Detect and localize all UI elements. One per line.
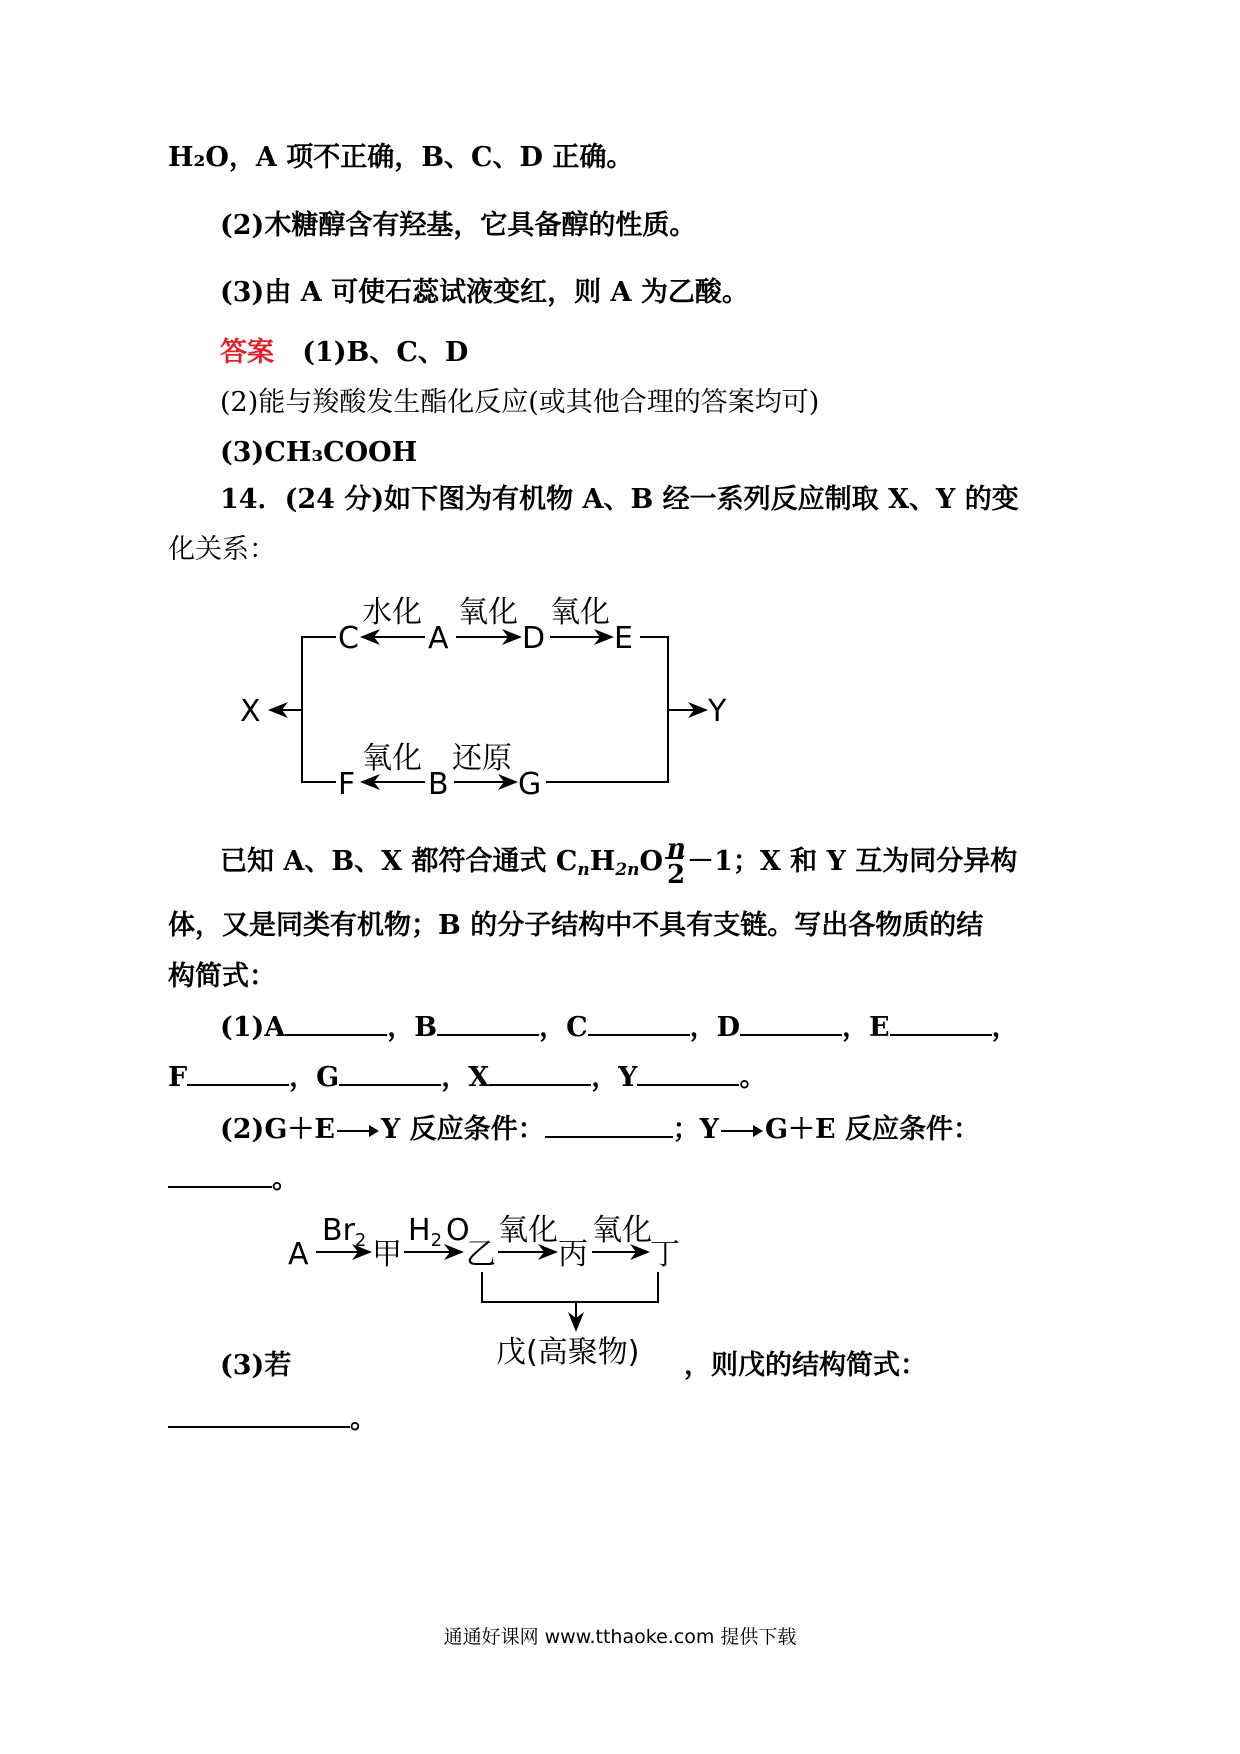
- d2-node-ding: 丁: [650, 1237, 680, 1272]
- blank-a[interactable]: [285, 1008, 387, 1036]
- fraction-n-over-2: [663, 833, 687, 890]
- d2-node-a: A: [288, 1237, 309, 1272]
- label-a: (1)A: [220, 1012, 286, 1043]
- blank-c[interactable]: [588, 1008, 690, 1036]
- known-o: O: [639, 846, 664, 877]
- blank-x[interactable]: [489, 1058, 591, 1086]
- label-oxidation-2: 氧化: [550, 595, 610, 630]
- known-line-3: 构简式：: [168, 961, 276, 992]
- d2-label-br: $Br_2$: [322, 1213, 367, 1251]
- node-x: X: [240, 694, 261, 729]
- question-3-part-a: (3)若: [220, 1350, 292, 1381]
- question-3-line-2: [168, 1400, 377, 1440]
- question-2-line-2: [168, 1160, 299, 1200]
- question-14-line-1: 14．(24 分)如下图为有机物 A、B 经一系列反应制取 X、Y 的变: [220, 484, 1019, 515]
- label-x: ，X: [441, 1062, 490, 1093]
- blank-condition-1[interactable]: [545, 1110, 673, 1138]
- question-3-part-b: ，则戊的结构简式：: [684, 1350, 927, 1381]
- label-c: ，C: [539, 1012, 588, 1043]
- fraction-denominator: 2: [667, 859, 686, 890]
- question-1-line-1: [220, 1008, 1019, 1048]
- blank-f[interactable]: [187, 1058, 289, 1086]
- label-reduction: 还原: [452, 741, 512, 776]
- bracket-right: [546, 637, 668, 782]
- q2-part-b: Y 反应条件：: [380, 1114, 545, 1145]
- label-oxidation-3: 氧化: [362, 741, 422, 776]
- blank-condition-2[interactable]: [168, 1160, 272, 1188]
- solution-line-3: (3)由 A 可使石蕊试液变红，则 A 为乙酸。: [220, 277, 749, 308]
- blank-b[interactable]: [437, 1008, 539, 1036]
- solution-line-1: H₂O，A 项不正确，B、C、D 正确。: [168, 142, 634, 173]
- known-prefix: 已知 A、B、X 都符合通式 C: [220, 846, 578, 877]
- arrow-right-icon: [335, 1121, 381, 1141]
- solution-line-2: (2)木糖醇含有羟基，它具备醇的性质。: [220, 210, 697, 241]
- blank-e[interactable]: [890, 1008, 992, 1036]
- question-2-line-1: [220, 1110, 980, 1150]
- label-g: ，G: [289, 1062, 340, 1093]
- label-hydration: 水化: [362, 595, 422, 630]
- node-y: Y: [708, 694, 727, 729]
- blank-structure[interactable]: [168, 1400, 350, 1428]
- node-f: F: [338, 767, 356, 802]
- known-h: H: [589, 846, 616, 877]
- d2-label-h2o: $H_2$ O: [408, 1213, 470, 1251]
- answer-line-2: (2)能与羧酸发生酯化反应(或其他合理的答案均可): [220, 387, 820, 418]
- q2-part-c: ；Y: [672, 1114, 719, 1145]
- arrow-right-icon: [719, 1121, 765, 1141]
- node-b: B: [428, 767, 449, 802]
- period: 。: [350, 1404, 377, 1435]
- node-a: A: [428, 621, 449, 656]
- blank-d[interactable]: [740, 1008, 842, 1036]
- question-1-line-2: [168, 1058, 766, 1098]
- bracket-left: [302, 637, 336, 782]
- label-oxidation-1: 氧化: [458, 595, 518, 630]
- node-e: E: [614, 621, 633, 656]
- blank-g[interactable]: [339, 1058, 441, 1086]
- d2-label-oxidation-2: 氧化: [592, 1213, 652, 1248]
- label-b: ，B: [387, 1012, 438, 1043]
- label-e: ，E: [842, 1012, 890, 1043]
- footer: 通通好课网 www.tthaoke.com 提供下载: [443, 1626, 797, 1648]
- node-c: C: [338, 621, 359, 656]
- question-14-line-2: 化关系：: [168, 534, 276, 565]
- answer-1: (1)B、C、D: [302, 337, 469, 368]
- period: 。: [739, 1062, 767, 1093]
- d2-node-wu: 戊(高聚物): [496, 1335, 640, 1370]
- known-line-2: 体，又是同类有机物；B 的分子结构中不具有支链。写出各物质的结: [168, 910, 984, 941]
- subscript-n: n: [577, 860, 590, 880]
- known-line-1: [220, 833, 1018, 890]
- label-y: ，Y: [591, 1062, 638, 1093]
- comma: ，: [991, 1012, 1019, 1043]
- blank-y[interactable]: [637, 1058, 739, 1086]
- node-g: G: [518, 767, 542, 802]
- d2-node-jia: 甲: [372, 1237, 402, 1272]
- answer-line-3: (3)CH₃COOH: [220, 437, 418, 468]
- label-d: ，D: [689, 1012, 741, 1043]
- fraction-numerator: n: [667, 833, 686, 864]
- label-f: F: [168, 1062, 188, 1093]
- q2-part-a: (2)G＋E: [220, 1114, 335, 1145]
- d2-node-yi: 乙: [466, 1237, 496, 1272]
- d2-node-bing: 丙: [558, 1237, 588, 1272]
- period: 。: [272, 1164, 299, 1195]
- subscript-2n: 2n: [615, 860, 640, 880]
- d2-label-oxidation-1: 氧化: [498, 1213, 558, 1248]
- d2-bracket: [482, 1272, 658, 1302]
- node-d: D: [522, 621, 546, 656]
- q2-part-d: G＋E 反应条件：: [764, 1114, 980, 1145]
- answer-label: 答案: [220, 337, 274, 368]
- known-suffix: －1；X 和 Y 互为同分异构: [687, 846, 1018, 877]
